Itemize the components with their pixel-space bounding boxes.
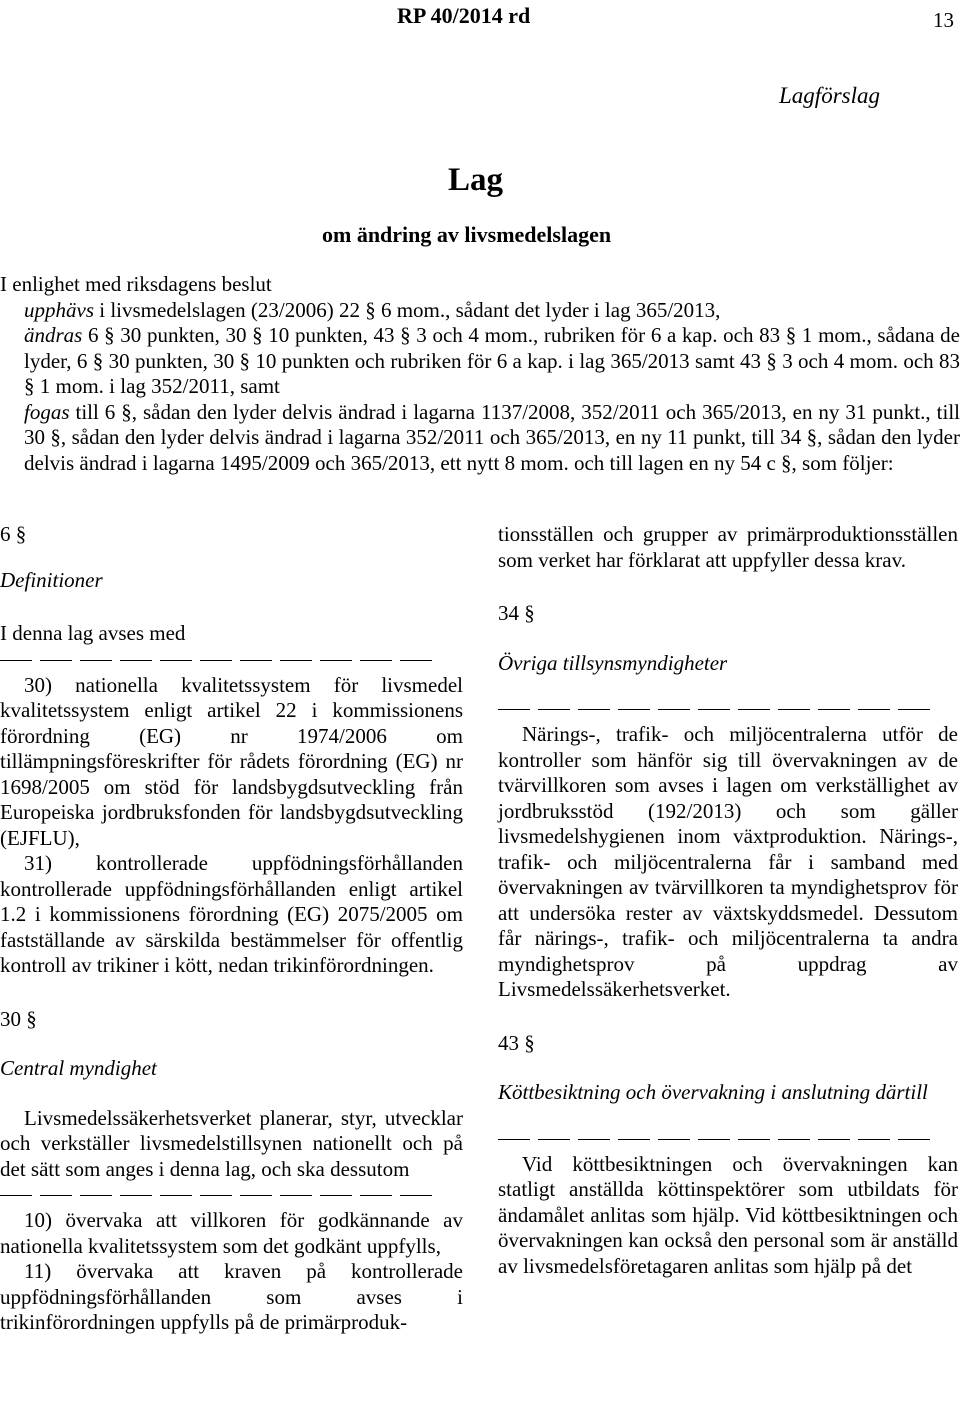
right-column xyxy=(498,522,958,1279)
section-30-point-11: 11) övervaka att kraven på kontrollerade uppfödningsförhållanden som avses i trikinförordningen uppfylls på de primärproduk- xyxy=(0,1259,463,1334)
omission-dashes xyxy=(0,1182,463,1196)
repeal-text: i livsmedelslagen (23/2006) 22 § 6 mom., sådant det lyder i lag 365/2013, xyxy=(94,297,721,322)
add-keyword: fogas xyxy=(24,399,70,424)
omission-dashes xyxy=(498,1126,958,1140)
section-30-lead: Livsmedelssäkerhetsverket planerar, styr, utvecklar och verkställer livsmedelstillsynen nationellt och på det sätt som anges i denna lag, och ska dessutom xyxy=(0,1105,463,1181)
section-30-point-11-continued: tionsställen och grupper av primärproduktionsställen som verket har förklarat att uppfyller dessa krav. xyxy=(498,522,958,572)
section-label: Lagförslag xyxy=(779,83,880,108)
amend-keyword: ändras xyxy=(24,323,83,347)
section-30-number: 30 § xyxy=(0,1006,37,1031)
amend-paragraph xyxy=(0,323,960,400)
law-title: Lag xyxy=(448,162,504,198)
section-6-lead: I denna lag avses med xyxy=(0,621,186,645)
section-6-point-30: 30) nationella kvalitetssystem för livsmedel kvalitetssystem enligt artikel 22 i kommissionens förordning (EG) nr 1974/2006 om tillämpningsföreskrifter för rådets förordning (EG) nr 1698/2005 om stöd för landsbygdsutveckling från Europeiska jordbruksfonden för landsbygdsutveckling (EJFLU), xyxy=(0,672,463,850)
section-6-point-31: 31) kontrollerade uppfödningsförhållanden kontrollerade uppfödningsförhållanden enligt artikel 1.2 i kommissionens förordning (EG) 2075/2005 om fastställande av särskilda bestämmelser för offentlig kontroll av trikiner i kött, nedan trikinförordningen. xyxy=(0,851,463,977)
left-column xyxy=(0,522,463,1336)
section-30-point-10: 10) övervaka att villkoren för godkännande av nationella kvalitetssystem som det godkänt uppfylls, xyxy=(0,1208,463,1258)
add-text: till 6 §, sådan den lyder delvis ändrad i lagarna 1137/2008, 352/2011 och 365/2013, en ny 31 punkt., till 30 §, sådan den lyder delvis ändrad i lagarna 352/2011 och 365/2013, en ny 11 punkt, till 34 §, sådan den lyder delvis ändrad i lagarna 1495/2009 och 365/2013, ett nytt 8 mom. och till lagen en ny 54 c §, som följer: xyxy=(24,399,960,475)
section-34-title: Övriga tillsynsmyndigheter xyxy=(498,650,728,675)
repeal-keyword: upphävs xyxy=(24,297,94,322)
section-30-title: Central myndighet xyxy=(0,1056,157,1080)
omission-dashes xyxy=(0,647,463,661)
amend-text: 6 § 30 punkten, 30 § 10 punkten, 43 § 3 och 4 mom., rubriken för 6 a kap. och 83 § 1 mom., sådana de lyder, 6 § 30 punkten, 30 § 10 punkten och rubriken för 6 a kap. i lag 365/2013 samt 43 § 3 och 4 mom. och 83 § 1 mom. i lag 352/2011, samt xyxy=(24,323,960,398)
section-43-number: 43 § xyxy=(498,1030,535,1055)
add-paragraph xyxy=(0,400,960,477)
section-34-number: 34 § xyxy=(498,601,535,625)
omission-dashes xyxy=(498,696,958,710)
enactment-line: I enlighet med riksdagens beslut xyxy=(0,272,272,296)
document-reference: RP 40/2014 rd xyxy=(397,3,531,28)
law-subtitle: om ändring av livsmedelslagen xyxy=(322,222,612,247)
section-43-title: Köttbesiktning och övervakning i anslutning därtill xyxy=(498,1080,928,1104)
enactment-clause xyxy=(0,272,960,476)
section-6-title: Definitioner xyxy=(0,567,103,592)
section-34-paragraph-8: Närings-, trafik- och miljöcentralerna utför de kontroller som hänför sig till övervakningen av de tvärvillkoren som avses i lagen om verkställighet av jordbruksstöd (192/2013) och som gäller livsmedelshygienen inom växtproduktion. Närings-, trafik- och miljöcentralerna får i samband med övervakningen av tvärvillkoren ta myndighetsprov för att undersöka rester av växtskyddsmedel. Dessutom får närings-, trafik- och miljöcentralerna ta andra myndighetsprov på uppdrag av Livsmedelssäkerhetsverket. xyxy=(498,722,958,1001)
section-6-number: 6 § xyxy=(0,522,27,546)
section-43-paragraph-3: Vid köttbesiktningen och övervakningen kan statligt anställda köttinspektörer som utbildats för ändamålet anlitas som hjälp. Vid köttbesiktningen och övervakningen kan också den personal som är anställd av livsmedelsföretagaren anlitas som hjälp på det xyxy=(498,1151,958,1278)
page-number: 13 xyxy=(933,8,954,32)
repeal-paragraph xyxy=(0,298,960,324)
